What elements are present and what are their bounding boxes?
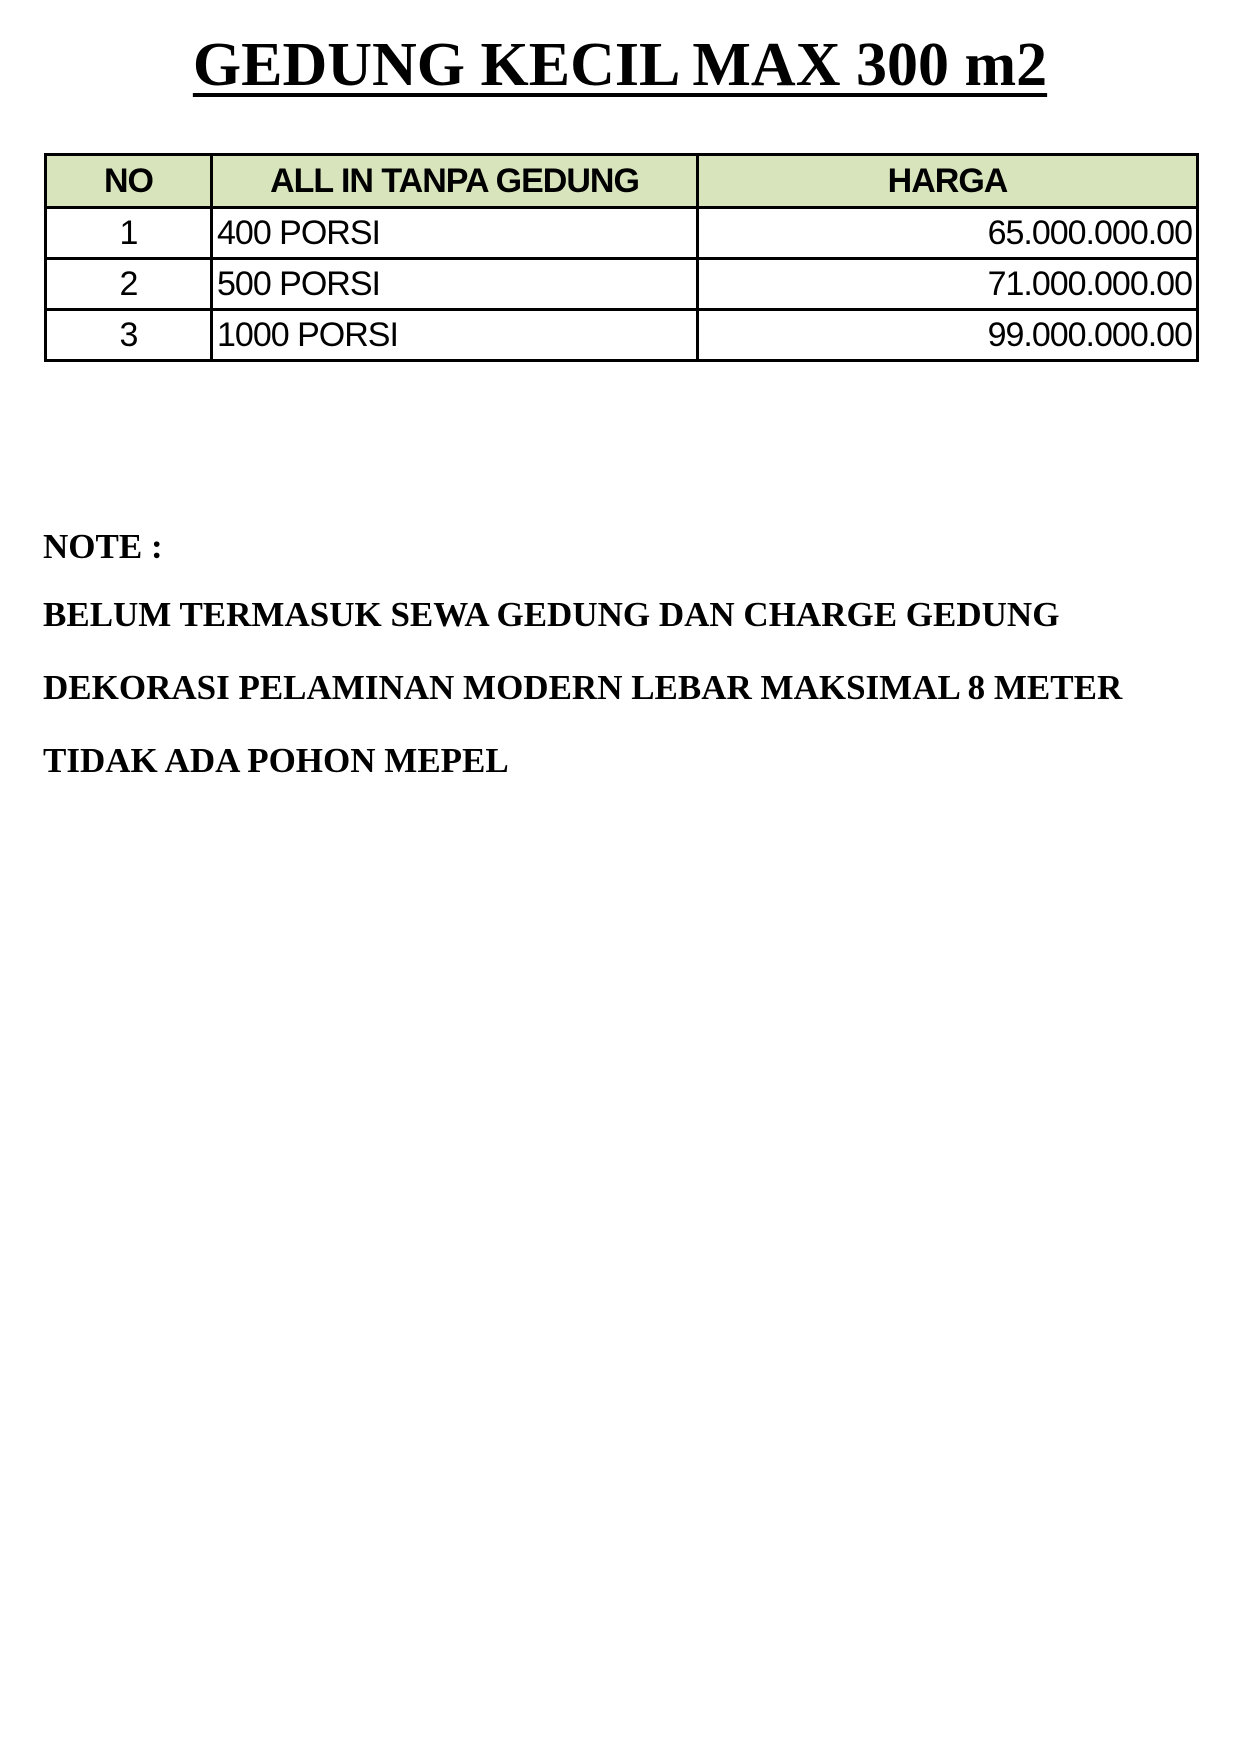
- row-no: 3: [46, 310, 212, 361]
- note-line: TIDAK ADA POHON MEPEL: [43, 741, 509, 780]
- row-package: 400 PORSI: [212, 208, 698, 259]
- column-header-no: NO: [46, 155, 212, 208]
- row-package: 1000 PORSI: [212, 310, 698, 361]
- row-package: 500 PORSI: [212, 259, 698, 310]
- page-title: [0, 30, 1240, 100]
- page-title-text: GEDUNG KECIL MAX 300 m2: [192, 31, 1048, 99]
- row-price: 65.000.000.00: [698, 208, 1198, 259]
- note-label: NOTE :: [43, 527, 163, 566]
- row-no: 1: [46, 208, 212, 259]
- note-line: BELUM TERMASUK SEWA GEDUNG DAN CHARGE GEDUNG: [43, 595, 1060, 634]
- notes-section: [43, 525, 1203, 812]
- price-table: [44, 153, 1199, 362]
- row-price: 99.000.000.00: [698, 310, 1198, 361]
- row-price: 71.000.000.00: [698, 259, 1198, 310]
- table-row: [46, 259, 1198, 310]
- note-line: DEKORASI PELAMINAN MODERN LEBAR MAKSIMAL 8 METER: [43, 668, 1123, 707]
- row-no: 2: [46, 259, 212, 310]
- column-header-package: ALL IN TANPA GEDUNG: [212, 155, 698, 208]
- column-header-price: HARGA: [698, 155, 1198, 208]
- table-row: [46, 310, 1198, 361]
- table-row: [46, 208, 1198, 259]
- table-header-row: [46, 155, 1198, 208]
